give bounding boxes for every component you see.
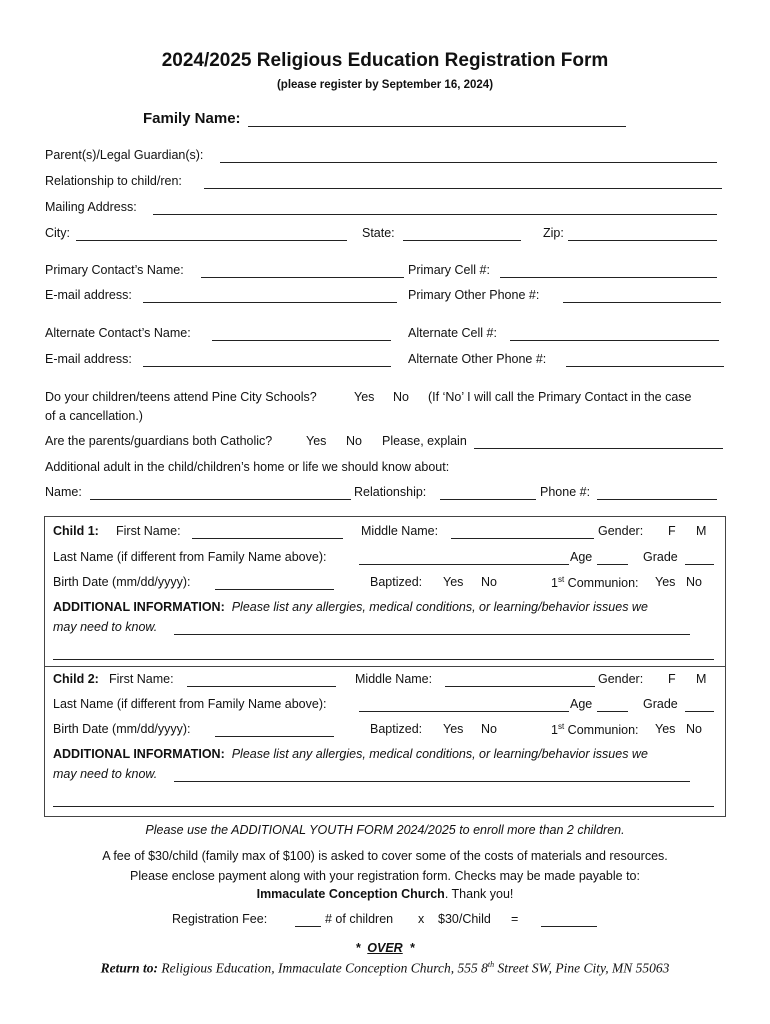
form-subtitle: (please register by September 16, 2024) [276, 79, 494, 91]
child-2-age-label: Age [570, 697, 593, 711]
email-1-label: E-mail address: [45, 288, 132, 302]
child-2-baptized-label: Baptized: [370, 722, 423, 736]
alternate-cell-label: Alternate Cell #: [408, 326, 497, 340]
family-name-field[interactable] [248, 126, 626, 127]
alternate-contact-label: Alternate Contact’s Name: [45, 326, 191, 340]
child-1-gender-f[interactable]: F [668, 524, 676, 538]
child-1-middle-name-label: Middle Name: [361, 524, 439, 538]
primary-cell-field[interactable] [500, 277, 717, 278]
payee-line: Immaculate Conception Church. Thank you! [256, 887, 514, 901]
return-address: Return to: Religious Education, Immaculate Conception Church, 555 8th Street SW, Pine City, MN 55063 [100, 960, 670, 976]
children-count-label: # of children [325, 912, 394, 926]
adult-phone-label: Phone #: [540, 485, 591, 499]
child-1-additional-field-2[interactable] [53, 659, 714, 660]
child-1-baptized-label: Baptized: [370, 575, 423, 589]
child-2-gender-f[interactable]: F [668, 672, 676, 686]
state-field[interactable] [403, 240, 521, 241]
child-2-communion-yes[interactable]: Yes [655, 722, 676, 736]
child-1-age-field[interactable] [597, 564, 628, 565]
equals-sign: = [511, 912, 519, 926]
city-label: City: [45, 226, 70, 240]
child-2-first-name-field[interactable] [187, 686, 336, 687]
child-2-communion-label: 1st Communion: [551, 722, 639, 738]
primary-contact-field[interactable] [201, 277, 404, 278]
child-2-first-name-label: First Name: [109, 672, 174, 686]
fee-total-field[interactable] [541, 926, 597, 927]
child-1-birth-field[interactable] [215, 589, 334, 590]
primary-other-phone-label: Primary Other Phone #: [408, 288, 540, 302]
child-1-birth-label: Birth Date (mm/dd/yyyy): [53, 575, 191, 589]
email-2-field[interactable] [143, 366, 391, 367]
alternate-contact-field[interactable] [212, 340, 391, 341]
schools-note: (If ‘No’ I will call the Primary Contact in the case [428, 390, 692, 404]
mailing-address-label: Mailing Address: [45, 200, 137, 214]
per-child-label: $30/Child [438, 912, 491, 926]
relationship-field[interactable] [204, 188, 722, 189]
zip-label: Zip: [543, 226, 564, 240]
child-2-additional-field-1[interactable] [174, 781, 690, 782]
catholic-question: Are the parents/guardians both Catholic? [45, 434, 273, 448]
city-field[interactable] [76, 240, 347, 241]
schools-question: Do your children/teens attend Pine City Schools? [45, 390, 317, 404]
family-name-label: Family Name: [143, 110, 241, 127]
child-2-last-name-field[interactable] [359, 711, 569, 712]
primary-other-phone-field[interactable] [563, 302, 721, 303]
child-2-gender-label: Gender: [598, 672, 644, 686]
child-1-last-name-field[interactable] [359, 564, 569, 565]
mailing-address-field[interactable] [153, 214, 717, 215]
child-1-communion-label: 1st Communion: [551, 575, 639, 591]
child-2-grade-label: Grade [643, 697, 678, 711]
times-sign: x [418, 912, 425, 926]
alternate-cell-field[interactable] [510, 340, 719, 341]
child-1-communion-yes[interactable]: Yes [655, 575, 676, 589]
child-1-label: Child 1: [53, 524, 99, 538]
children-count-field[interactable] [295, 926, 321, 927]
relationship-label: Relationship to child/ren: [45, 174, 182, 188]
child-1-communion-no[interactable]: No [686, 575, 702, 589]
adult-relationship-field[interactable] [440, 499, 536, 500]
adult-name-field[interactable] [90, 499, 351, 500]
guardians-label: Parent(s)/Legal Guardian(s): [45, 148, 204, 162]
child-2-birth-field[interactable] [215, 736, 334, 737]
form-title: 2024/2025 Religious Education Registration Form [161, 50, 609, 71]
fee-note-line-1: A fee of $30/child (family max of $100) is asked to cover some of the costs of materials and resources. [102, 849, 668, 863]
child-2-last-name-label: Last Name (if different from Family Name above): [53, 697, 327, 711]
child-2-additional-field-2[interactable] [53, 806, 714, 807]
please-explain-label: Please, explain [382, 434, 467, 448]
child-2-middle-name-label: Middle Name: [355, 672, 433, 686]
primary-cell-label: Primary Cell #: [408, 263, 490, 277]
child-1-first-name-field[interactable] [192, 538, 343, 539]
child-1-baptized-yes[interactable]: Yes [443, 575, 464, 589]
fee-note-line-2: Please enclose payment along with your registration form. Checks may be made payable to: [130, 869, 640, 883]
guardians-field[interactable] [220, 162, 717, 163]
child-1-grade-label: Grade [643, 550, 678, 564]
child-1-gender-label: Gender: [598, 524, 644, 538]
child-1-baptized-no[interactable]: No [481, 575, 497, 589]
child-1-grade-field[interactable] [685, 564, 714, 565]
child-1-additional-info-continued: may need to know. [53, 620, 158, 634]
email-1-field[interactable] [143, 302, 397, 303]
child-1-middle-name-field[interactable] [451, 538, 594, 539]
schools-note-continued: of a cancellation.) [45, 409, 143, 423]
child-2-communion-no[interactable]: No [686, 722, 702, 736]
child-2-grade-field[interactable] [685, 711, 714, 712]
child-2-baptized-no[interactable]: No [481, 722, 497, 736]
adult-phone-field[interactable] [597, 499, 717, 500]
child-1-gender-m[interactable]: M [696, 524, 707, 538]
child-2-middle-name-field[interactable] [445, 686, 595, 687]
catholic-no-option[interactable]: No [346, 434, 362, 448]
catholic-yes-option[interactable]: Yes [306, 434, 327, 448]
additional-form-note: Please use the ADDITIONAL YOUTH FORM 2024/2025 to enroll more than 2 children. [145, 823, 625, 837]
primary-contact-label: Primary Contact’s Name: [45, 263, 184, 277]
catholic-explain-field[interactable] [474, 448, 723, 449]
child-2-baptized-yes[interactable]: Yes [443, 722, 464, 736]
alternate-other-phone-label: Alternate Other Phone #: [408, 352, 547, 366]
child-1-age-label: Age [570, 550, 593, 564]
registration-fee-label: Registration Fee: [172, 912, 268, 926]
schools-no-option[interactable]: No [393, 390, 409, 404]
adult-name-label: Name: [45, 485, 82, 499]
schools-yes-option[interactable]: Yes [354, 390, 375, 404]
additional-adult-label: Additional adult in the child/children’s home or life we should know about: [45, 460, 450, 474]
email-2-label: E-mail address: [45, 352, 132, 366]
child-1-first-name-label: First Name: [116, 524, 181, 538]
child-2-additional-info-continued: may need to know. [53, 767, 158, 781]
child-2-additional-info: ADDITIONAL INFORMATION: Please list any allergies, medical conditions, or learning/behavior issues we [53, 747, 648, 761]
child-2-gender-m[interactable]: M [696, 672, 707, 686]
child-2-label: Child 2: [53, 672, 99, 686]
adult-relationship-label: Relationship: [354, 485, 427, 499]
child-2-birth-label: Birth Date (mm/dd/yyyy): [53, 722, 191, 736]
child-1-additional-field-1[interactable] [174, 634, 690, 635]
child-divider [44, 666, 725, 667]
alternate-other-phone-field[interactable] [566, 366, 724, 367]
child-1-last-name-label: Last Name (if different from Family Name above): [53, 550, 327, 564]
zip-field[interactable] [568, 240, 717, 241]
over-note: * OVER * [355, 941, 415, 955]
child-1-additional-info: ADDITIONAL INFORMATION: Please list any allergies, medical conditions, or learning/behavior issues we [53, 600, 648, 614]
child-2-age-field[interactable] [597, 711, 628, 712]
state-label: State: [362, 226, 395, 240]
